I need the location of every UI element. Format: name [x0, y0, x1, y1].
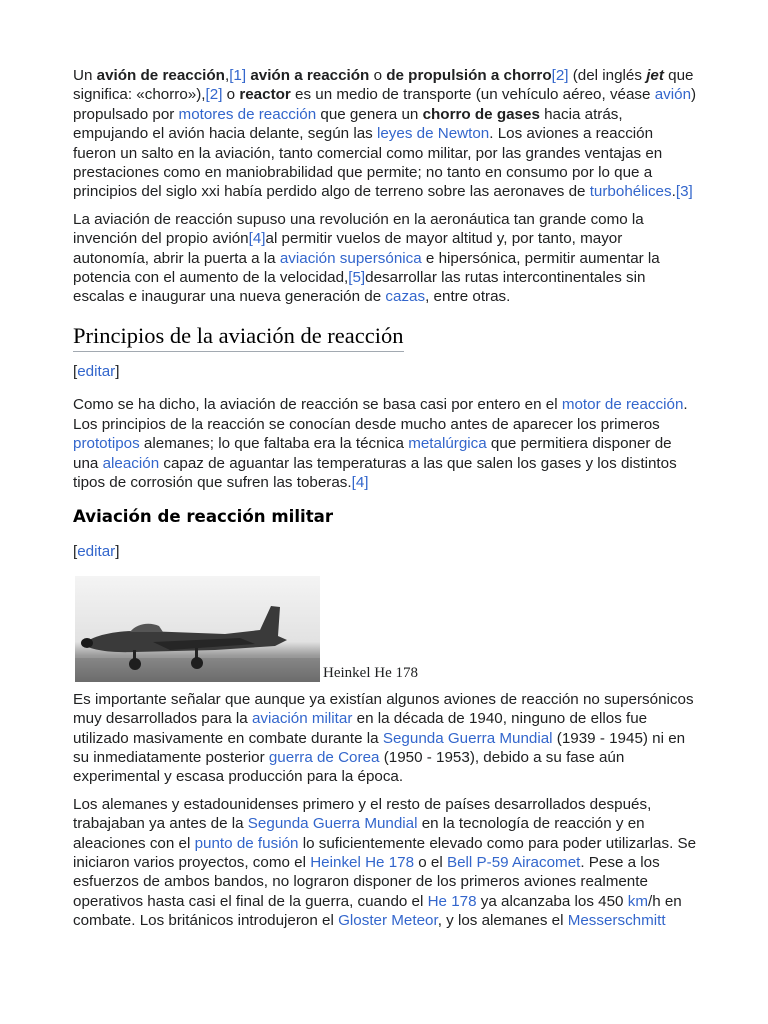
- article-link-km[interactable]: km: [627, 892, 648, 910]
- text: , entre otras.: [425, 288, 511, 306]
- text: hacia atrás, empujando el avión hacia delante, según las: [73, 105, 623, 143]
- text: . Los aviones a reacción fueron un salto en la aviación, tanto comercial como militar, por las grandes ventajas en prestaciones como en maniobrabilidad que permite; no tanto en consumo por lo que a principios del siglo xxi había perdido algo de terreno sobre las aeronaves de: [73, 125, 663, 201]
- section-heading-principios: Principios de la aviación de reacción: [73, 322, 404, 352]
- bracket: ]: [115, 543, 120, 561]
- text: La aviación de reacción supuso una revolución en la aeronáutica tan grande como la invención del propio avión: [73, 210, 644, 248]
- text: e hipersónica, permitir aumentar la potencia con el aumento de la velocidad,: [73, 249, 660, 287]
- text: que significa: «chorro»),: [73, 67, 694, 104]
- article-link-aviacion-supersonica[interactable]: aviación supersónica: [279, 249, 422, 267]
- bold-term: reactor: [239, 86, 291, 104]
- intro-paragraph-1: [73, 66, 698, 202]
- text: que genera un: [316, 105, 423, 123]
- article-link-metalurgica[interactable]: metalúrgica: [408, 435, 487, 453]
- article-link-punto-de-fusion[interactable]: punto de fusión: [194, 834, 299, 852]
- text: alemanes; lo que faltaba era la técnica: [139, 435, 409, 453]
- text: Los alemanes y estadounidenses primero y el resto de países desarrollados después, trabajaban ya antes de la: [73, 795, 652, 833]
- article-link-guerra-de-corea[interactable]: guerra de Corea: [268, 748, 380, 766]
- reference-link[interactable]: [1]: [229, 67, 247, 84]
- text: .: [671, 183, 676, 201]
- text: /h en combate. Los británicos introdujeron el: [73, 892, 682, 930]
- article-link-leyes-de-newton[interactable]: leyes de Newton: [376, 125, 490, 143]
- section-heading-militar: Aviación de reacción militar: [73, 507, 334, 527]
- article-link-gloster-meteor[interactable]: Gloster Meteor: [338, 912, 438, 930]
- article-link-segunda-guerra-mundial[interactable]: Segunda Guerra Mundial: [247, 815, 418, 833]
- text: (1939 - 1945) ni en su inmediatamente posterior: [73, 729, 686, 766]
- edit-link[interactable]: editar: [77, 543, 116, 561]
- text: , y los alemanes el: [437, 912, 568, 930]
- text: capaz de aguantar las temperaturas a las que salen los gases y los distintos tipos de corrosión que sufren las toberas.: [73, 454, 677, 491]
- text: en la década de 1940, ninguno de ellos fue utilizado masivamente en combate durante la: [73, 710, 648, 747]
- article-link-segunda-guerra-mundial[interactable]: Segunda Guerra Mundial: [382, 729, 553, 747]
- text: lo suficientemente elevado como para poder utilizarlas. Se iniciaron varios proyectos, como el: [73, 834, 697, 871]
- text: Un: [73, 67, 97, 84]
- text: o el: [414, 853, 447, 871]
- edit-section-link-1: [73, 362, 698, 381]
- section2-paragraph-2: [73, 795, 698, 931]
- bracket: ]: [115, 362, 120, 380]
- article-link-he-178[interactable]: He 178: [427, 892, 477, 910]
- text: desarrollar las rutas intercontinentales sin escalas e inaugurar una nueva generación de: [73, 269, 646, 306]
- text: . Pese a los esfuerzos de ambos bandos, no lograron disponer de los primeros aviones realmente operativos hasta casi el final de la guerra, cuando el: [73, 853, 660, 910]
- edit-section-link-2: [73, 542, 698, 561]
- text: . Los principios de la reacción se conocían desde mucho antes de aparecer los primeros: [73, 396, 688, 433]
- article-link-aleacion[interactable]: aleación: [102, 454, 160, 472]
- figure-caption: Heinkel He 178: [323, 664, 418, 681]
- text: o: [222, 86, 240, 104]
- reference-link[interactable]: [4]: [248, 230, 266, 248]
- reference-link[interactable]: [2]: [551, 67, 569, 84]
- bracket: [: [73, 543, 78, 561]
- bold-term: avión a reacción: [250, 67, 370, 84]
- edit-link[interactable]: editar: [77, 362, 116, 380]
- bold-term: avión de reacción: [96, 67, 225, 84]
- reference-link[interactable]: [3]: [675, 183, 693, 201]
- text: (1950 - 1953), debido a su fase aún experimental y escasa producción para la época.: [73, 748, 625, 786]
- article-link-bell-p-59[interactable]: Bell P-59 Airacomet: [446, 853, 581, 871]
- section2-paragraph-1: [73, 690, 698, 787]
- reference-link[interactable]: [5]: [348, 269, 366, 287]
- text: que permitiera disponer de una: [73, 435, 672, 472]
- text: ,: [224, 67, 230, 84]
- reference-link[interactable]: [2]: [205, 86, 223, 104]
- text: es un medio de transporte (un vehículo aéreo, véase: [290, 86, 655, 104]
- bold-italic-term: jet: [646, 67, 664, 84]
- article-link-motores-de-reaccion[interactable]: motores de reacción: [178, 105, 317, 123]
- text: Es importante señalar que aunque ya existían algunos aviones de reacción no supersónicos muy desarrollados para la: [73, 690, 694, 728]
- section1-paragraph-1: [73, 395, 698, 492]
- text: al permitir vuelos de mayor altitud y, por tanto, mayor autonomía, abrir la puerta a la: [73, 230, 623, 267]
- article-link-messerschmitt[interactable]: Messerschmitt: [567, 912, 666, 930]
- article-link-avion[interactable]: avión: [654, 86, 692, 104]
- figure-heinkel: [75, 576, 698, 682]
- text: Como se ha dicho, la aviación de reacción se basa casi por entero en el: [73, 396, 562, 414]
- heinkel-he-178-photo[interactable]: [75, 576, 320, 682]
- reference-link[interactable]: [4]: [351, 473, 369, 491]
- article-link-turbohelices[interactable]: turbohélices: [589, 183, 672, 201]
- article-link-prototipos[interactable]: prototipos: [73, 435, 140, 453]
- intro-paragraph-2: [73, 210, 698, 307]
- article-body: [73, 66, 698, 939]
- text: o: [369, 67, 387, 84]
- text: (del inglés: [568, 67, 647, 84]
- text: ya alcanzaba los 450: [476, 892, 628, 910]
- article-link-cazas[interactable]: cazas: [385, 288, 426, 306]
- bold-term: de propulsión a chorro: [386, 67, 552, 84]
- bold-term: chorro de gases: [422, 105, 540, 123]
- article-link-aviacion-militar[interactable]: aviación militar: [251, 710, 353, 728]
- text: en la tecnología de reacción y en aleaciones con el: [73, 815, 645, 852]
- article-link-heinkel-he-178[interactable]: Heinkel He 178: [310, 853, 415, 871]
- text: ) propulsado por: [73, 86, 697, 123]
- bracket: [: [73, 362, 78, 380]
- article-link-motor-de-reaccion[interactable]: motor de reacción: [561, 396, 684, 414]
